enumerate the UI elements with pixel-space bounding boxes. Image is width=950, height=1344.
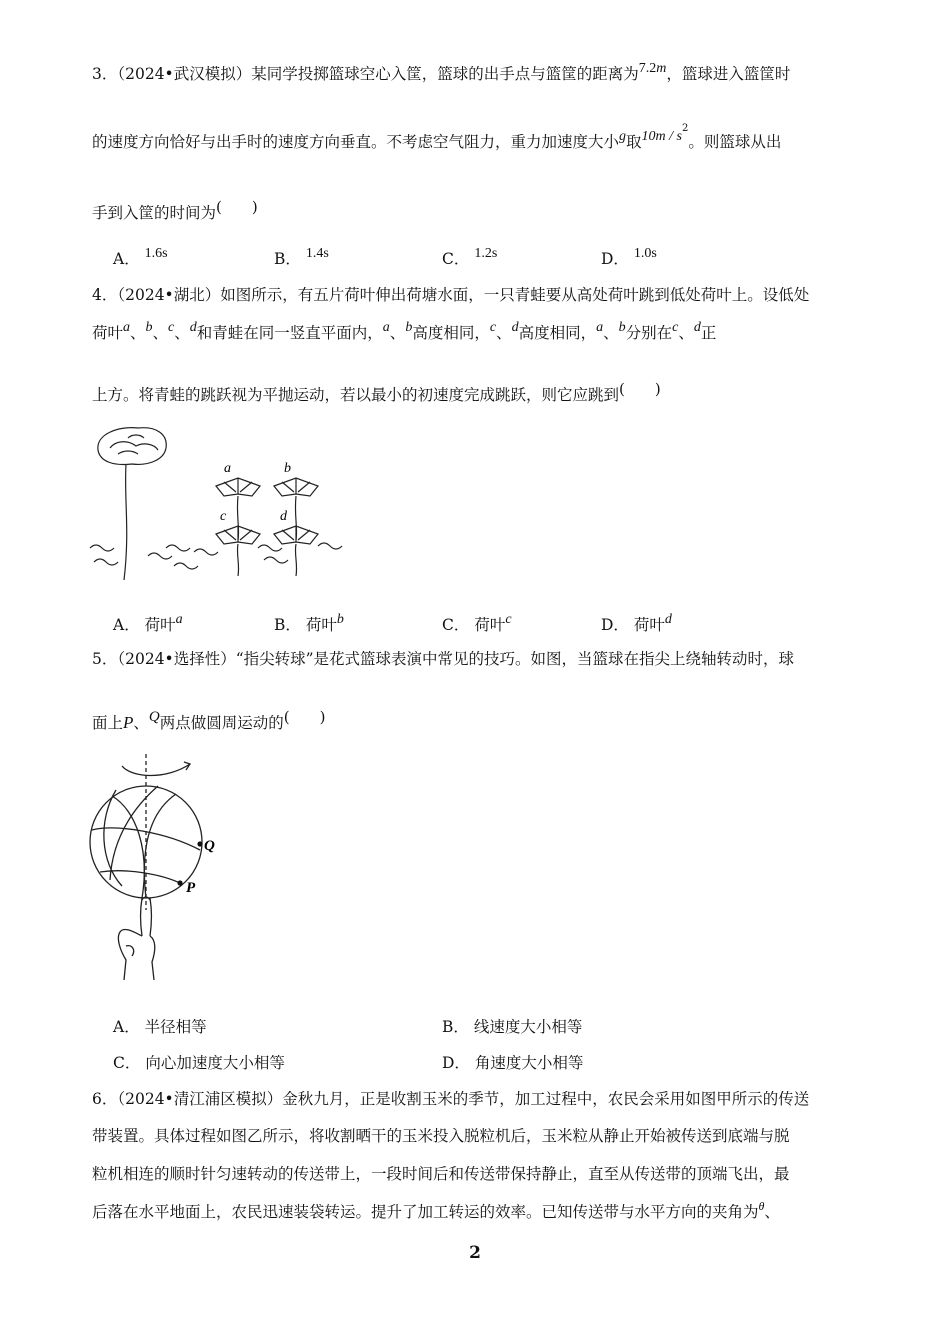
option-var: d: [664, 612, 672, 627]
q5-text-2a: 面上: [92, 714, 124, 732]
point-P: [177, 880, 182, 885]
q4-text-2e: 分别在: [625, 324, 673, 342]
sep: 、: [130, 324, 146, 342]
option-text: 荷叶: [144, 616, 176, 634]
var-b: b: [618, 320, 626, 335]
q3-option-b[interactable]: [274, 248, 329, 272]
q3-square: 2: [681, 123, 689, 134]
var-Q: Q: [148, 709, 160, 725]
var-b: b: [145, 320, 153, 335]
q4-lotus-figure: [88, 420, 348, 585]
q6-text-4-end: 、: [764, 1203, 780, 1221]
option-label: B．: [274, 616, 301, 634]
q5-line1: [92, 648, 858, 670]
option-label: A．: [113, 1018, 140, 1036]
var-c: c: [672, 320, 679, 335]
q6-line2: [92, 1125, 858, 1147]
q5-option-a[interactable]: [113, 1016, 207, 1038]
fig-label-a: a: [224, 461, 231, 476]
q5-answer-paren: ( ): [283, 708, 326, 726]
sep: 、: [174, 324, 190, 342]
option-text: 荷叶: [633, 616, 665, 634]
fig-label-d: d: [280, 509, 287, 524]
q4-line3: [92, 380, 858, 406]
q6-text-3: 粒机相连的顺时针匀速转动的传送带上，一段时间后和传送带保持静止，直至从传送带的顶端飞出，最: [92, 1165, 790, 1183]
var-b: b: [405, 320, 413, 335]
q3-g-value: 10m / s: [641, 129, 682, 145]
option-label: D．: [601, 250, 629, 268]
q5-line2: [92, 708, 858, 735]
var-a: a: [596, 320, 604, 335]
sep: 、: [152, 324, 169, 342]
option-label: D．: [442, 1054, 470, 1072]
option-label: C．: [442, 250, 470, 268]
option-var: b: [336, 612, 344, 627]
q6-line1: [92, 1088, 858, 1110]
q4-text-2b: 和青蛙在同一竖直平面内，: [196, 324, 383, 342]
fig-label-c: c: [220, 509, 227, 524]
q5-option-b[interactable]: [442, 1016, 582, 1038]
option-text: 角速度大小相等: [474, 1054, 584, 1072]
q4-text-2d: 高度相同，: [518, 324, 597, 342]
q6-line4: [92, 1201, 858, 1224]
option-text: 向心加速度大小相等: [145, 1054, 285, 1072]
q5-option-d[interactable]: [442, 1052, 583, 1074]
q3-line1: [92, 63, 858, 87]
q5-option-c[interactable]: [113, 1052, 285, 1074]
q4-line1: [92, 284, 858, 306]
sep: 、: [389, 324, 406, 342]
q4-option-c[interactable]: [442, 614, 512, 638]
q3-line3: [92, 198, 858, 224]
option-label: A．: [113, 250, 140, 268]
option-text: 荷叶: [474, 616, 506, 634]
option-label: B．: [442, 1018, 469, 1036]
q3-g-symbol: g: [619, 129, 627, 145]
q4-text-2c: 高度相同，: [412, 324, 490, 342]
q4-text-3: 上方。将青蛙的跳跃视为平抛运动，若以最小的初速度完成跳跃，则它应跳到: [92, 386, 620, 404]
option-label: C．: [113, 1054, 141, 1072]
sep: 、: [496, 324, 512, 342]
q4-text-2a: 荷叶: [92, 324, 124, 342]
q3-text-3: 手到入筐的时间为: [92, 204, 217, 222]
sep: 、: [678, 324, 694, 342]
option-value: 1.2s: [474, 246, 498, 261]
fig-label-b: b: [284, 461, 291, 476]
q4-text-2f: 正: [700, 324, 717, 342]
option-label: A．: [113, 616, 140, 634]
var-d: d: [693, 320, 701, 335]
option-var: a: [175, 612, 183, 627]
var-c: c: [489, 320, 497, 335]
q3-distance-unit: m: [656, 61, 667, 76]
option-label: C．: [442, 616, 470, 634]
sep: 、: [133, 714, 149, 732]
q3-option-c[interactable]: [442, 248, 497, 272]
q5-text-2b: 两点做圆周运动的: [159, 714, 284, 732]
page-number: 2: [469, 1243, 481, 1263]
q3-text-1-end: ，篮球进入篮筐时: [666, 65, 791, 83]
point-Q: [197, 841, 202, 846]
q4-answer-paren: ( ): [619, 380, 661, 398]
q3-answer-paren: ( ): [216, 198, 258, 216]
q4-option-d[interactable]: [601, 614, 672, 638]
option-value: 1.0s: [633, 246, 657, 261]
var-a: a: [123, 320, 131, 335]
q5-basketball-figure: [86, 750, 236, 985]
q3-option-a[interactable]: [113, 248, 168, 272]
var-c: c: [168, 320, 175, 335]
var-d: d: [189, 320, 197, 335]
option-text: 半径相等: [144, 1018, 207, 1036]
q3-text-2: 的速度方向恰好与出手时的速度方向垂直。不考虑空气阻力，重力加速度大小: [92, 133, 620, 152]
option-value: 1.4s: [305, 246, 329, 261]
var-theta: θ: [758, 1199, 765, 1213]
q4-option-a[interactable]: [113, 614, 183, 638]
option-text: 荷叶: [305, 616, 337, 634]
option-text: 线速度大小相等: [473, 1018, 583, 1036]
q3-option-d[interactable]: [601, 248, 657, 272]
q3-distance-value: 7.2: [638, 61, 657, 76]
sep: 、: [603, 324, 619, 342]
q6-text-2: 带装置。具体过程如图乙所示，将收割晒干的玉米投入脱粒机后，玉米粒从静止开始被传送到底端与脱: [92, 1127, 790, 1145]
fig-label-Q: Q: [204, 838, 215, 854]
q3-take-text: 取: [626, 133, 642, 152]
q4-option-b[interactable]: [274, 614, 344, 638]
q6-text-1: 6．（2024•清江浦区模拟）金秋九月，正是收割玉米的季节，加工过程中，农民会采用如图甲所示的传送: [92, 1090, 810, 1108]
option-var: c: [505, 612, 512, 627]
q5-text-1: 5．（2024•选择性）“指尖转球”是花式篮球表演中常见的技巧。如图，当篮球在指尖上绕轴转动时，球: [92, 650, 795, 668]
option-label: D．: [601, 616, 629, 634]
q4-text-1: 4．（2024•湖北）如图所示，有五片荷叶伸出荷塘水面，一只青蛙要从高处荷叶跳到低处荷叶上。设低处: [92, 286, 810, 304]
var-d: d: [511, 320, 519, 335]
var-P: P: [123, 713, 134, 732]
q4-line2: [92, 322, 858, 346]
q6-text-4: 后落在水平地面上，农民迅速装袋转运。提升了加工转运的效率。已知传送带与水平方向的夹角为: [92, 1203, 759, 1221]
option-value: 1.6s: [144, 246, 168, 261]
q3-text-1: 3．（2024•武汉模拟）某同学投掷篮球空心入筐，篮球的出手点与篮筐的距离为: [92, 65, 639, 83]
q6-line3: [92, 1163, 858, 1185]
option-label: B．: [274, 250, 301, 268]
var-a: a: [382, 320, 390, 335]
q3-line2: [92, 123, 858, 155]
q3-text-2-end: 。则篮球从出: [688, 133, 782, 152]
fig-label-P: P: [186, 880, 196, 896]
